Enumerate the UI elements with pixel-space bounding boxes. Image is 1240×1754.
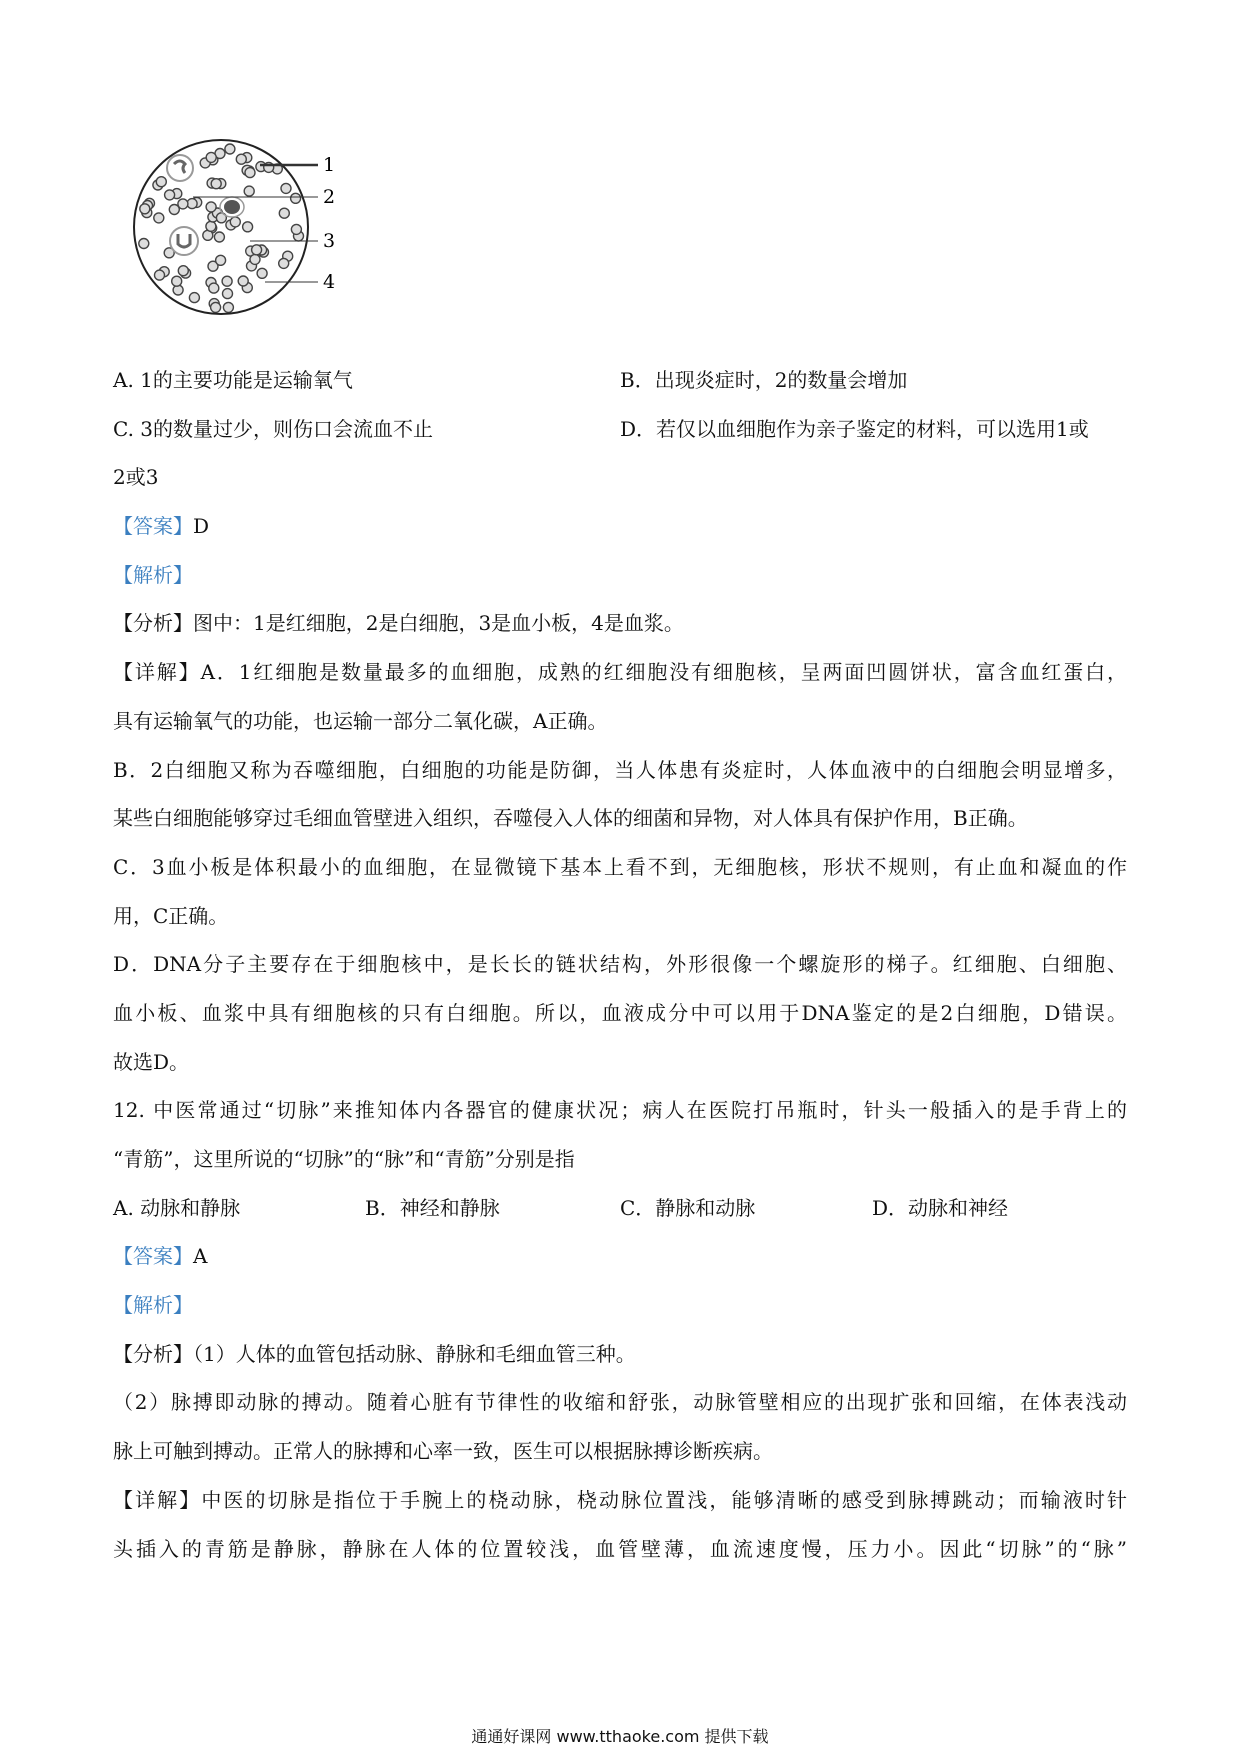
fenxi-text: 图中：1是红细胞，2是白细胞，3是血小板，4是血浆。 [193,611,684,636]
answer-value: A [193,1244,208,1269]
q11-options-row-2 [113,405,1127,454]
q12-detail-line [113,1476,1127,1525]
option-c: C．静脉和动脉 [620,1195,756,1220]
detail-tag: 【详解】 [113,1487,202,1512]
red-blood-cell [214,232,224,242]
q11-detail-line: B．2白细胞又称为吞噬细胞，白细胞的功能是防御，当人体患有炎症时，人体血液中的白细胞会明显增多， [113,757,1127,782]
red-blood-cell [216,255,226,265]
red-blood-cell [222,276,232,286]
red-blood-cell [243,222,253,232]
q12-stem: 12. 中医常通过“切脉”来推知体内各器官的健康状况；病人在医院打吊瓶时，针头一般插入的是手背上的 [113,1098,1127,1123]
blood-smear-figure [120,128,350,328]
red-blood-cell [165,190,175,200]
figure-label: 1 [323,154,336,176]
red-blood-cell [279,208,289,218]
detail-text: 中医的切脉是指位于手腕上的桡动脉，桡动脉位置浅，能够清晰的感受到脉搏跳动；而输液时针 [201,1487,1128,1512]
red-blood-cell [206,152,216,162]
option-d: D．若仅以血细胞作为亲子鉴定的材料，可以选用1或 [620,416,1089,441]
red-blood-cell [279,258,289,268]
analysis-tag: 【解析】 [113,1293,193,1318]
q11-detail-line: 某些白细胞能够穿过毛细血管壁进入组织，吞噬侵入人体的细菌和异物，对人体具有保护作用，B正确。 [113,806,1028,831]
white-cell-2 [170,227,198,255]
q12-options [113,1184,1127,1233]
red-blood-cell [187,199,197,209]
red-blood-cell [178,266,188,276]
answer-tag: 【答案】 [113,514,193,539]
q11-options-row-1 [113,356,1127,405]
q12-fenxi [113,1330,1127,1379]
red-blood-cell [156,177,166,187]
red-blood-cell [211,302,221,312]
fenxi-tag: 【分析】 [113,1341,193,1366]
red-blood-cell [291,224,301,234]
fenxi-text: （1）人体的血管包括动脉、静脉和毛细血管三种。 [193,1341,636,1366]
red-blood-cell [206,202,216,212]
red-blood-cell [236,154,246,164]
option-a: A. 动脉和静脉 [113,1195,241,1220]
q11-fenxi [113,599,1127,648]
detail-tag: 【详解】 [113,660,201,685]
figure-label: 2 [323,186,336,208]
analysis-tag: 【解析】 [113,562,193,587]
red-blood-cell [244,186,254,196]
q11-detail-line: C．3血小板是体积最小的血细胞，在显微镜下基本上看不到，无细胞核，形状不规则，有止血和凝血的作 [113,854,1127,879]
q11-detail-line [113,648,1127,697]
answer-value: D [193,514,210,539]
red-blood-cell [189,293,199,303]
red-blood-cell [223,289,233,299]
red-blood-cell [155,270,165,280]
document-body [113,356,1127,1573]
figure-label: 4 [323,271,336,293]
platelet [220,197,244,217]
red-blood-cell [281,183,291,193]
red-blood-cell [225,144,235,154]
red-blood-cell [140,204,150,214]
white-cell-1 [167,155,193,181]
red-blood-cell [238,276,248,286]
answer-tag: 【答案】 [113,1244,193,1269]
q11-detail-line: 故选D。 [113,1049,190,1074]
q11-detail-line: 具有运输氧气的功能，也运输一部分二氧化碳，A正确。 [113,708,608,733]
red-blood-cell [206,221,216,231]
red-blood-cell [172,276,182,286]
option-d-continued: 2或3 [113,465,159,490]
q12-fenxi-line: 脉上可触到搏动。正常人的脉搏和心率一致，医生可以根据脉搏诊断疾病。 [113,1439,773,1464]
detail-text: A．1红细胞是数量最多的血细胞，成熟的红细胞没有细胞核，呈两面凹圆饼状，富含血红蛋白， [200,660,1128,685]
q12-answer [113,1232,1127,1281]
red-blood-cell [252,245,262,255]
red-blood-cell [245,168,255,178]
q12-stem: “青筋”，这里所说的“切脉”的“脉”和“青筋”分别是指 [113,1147,575,1171]
option-b: B．出现炎症时，2的数量会增加 [620,368,908,392]
q12-fenxi-line: （2）脉搏即动脉的搏动。随着心脏有节律性的收缩和舒张，动脉管壁相应的出现扩张和回缩，在体表浅动 [113,1390,1127,1415]
q11-detail-line: 用，C正确。 [113,903,229,928]
red-blood-cell [139,239,149,249]
fenxi-tag: 【分析】 [113,611,193,636]
red-blood-cell [209,283,219,293]
q11-detail-line: 血小板、血浆中具有细胞核的只有白细胞。所以，血液成分中可以用于DNA鉴定的是2白细胞，D错误。 [113,1000,1127,1025]
red-blood-cell [257,268,267,278]
red-blood-cell [230,217,240,227]
red-blood-cell [154,213,164,223]
option-d: D．动脉和神经 [872,1195,1009,1220]
figure-label: 3 [323,230,336,252]
footer-watermark: 通通好课网 www.tthaoke.com 提供下载 [471,1727,769,1746]
q11-answer [113,502,1127,551]
q11-detail-line: D．DNA分子主要存在于细胞核中，是长长的链状结构，外形很像一个螺旋形的梯子。红细胞、白细胞、 [113,952,1127,977]
red-blood-cell [250,254,260,264]
red-blood-cell [211,179,221,189]
option-a: A. 1的主要功能是运输氧气 [113,368,353,392]
red-blood-cell [178,199,188,209]
q12-detail-line: 头插入的青筋是静脉，静脉在人体的位置较浅，血管壁薄，血流速度慢，压力小。因此“切脉”的“脉” [113,1536,1127,1561]
option-b: B．神经和静脉 [365,1195,500,1220]
red-blood-cell [223,302,233,312]
option-c: C. 3的数量过少，则伤口会流血不止 [113,416,434,441]
blood-cells [139,144,304,312]
red-blood-cell [291,193,301,203]
